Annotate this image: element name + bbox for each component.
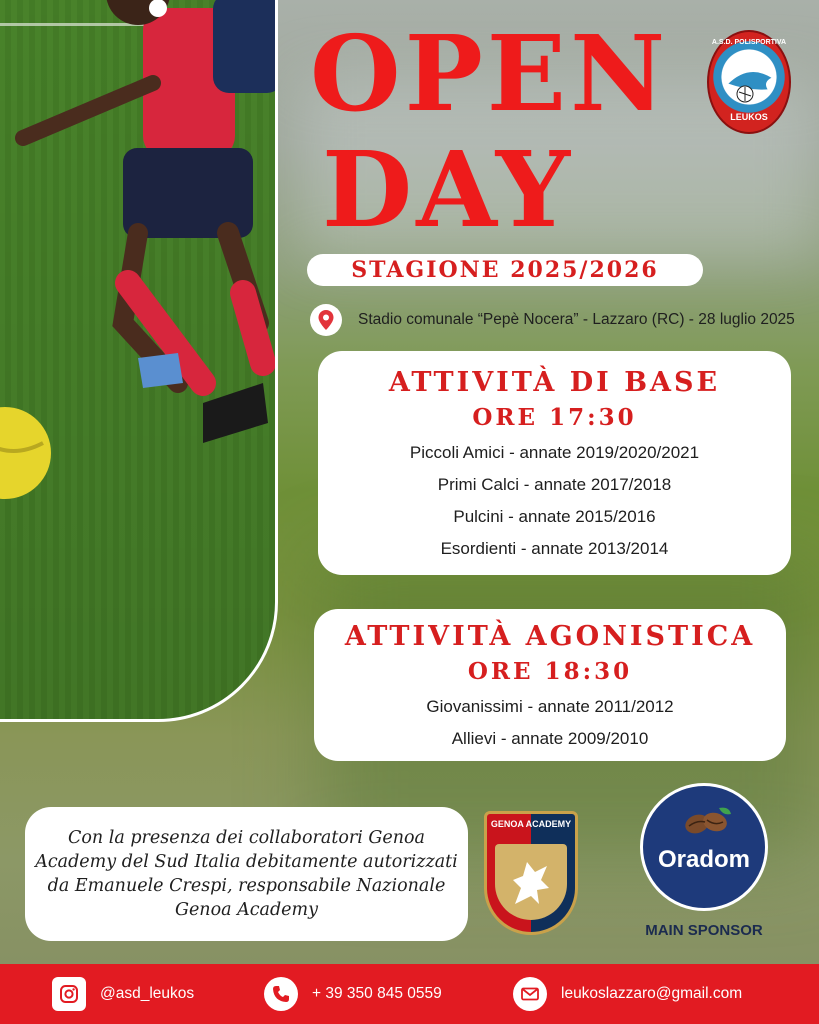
location [310, 303, 795, 337]
phone-contact[interactable] [264, 976, 442, 1012]
title-day: DAY [322, 128, 574, 251]
collaboration-note [25, 807, 468, 941]
logo-bottom-text: LEUKOS [730, 112, 768, 122]
main-sponsor-label: MAIN SPONSOR [645, 922, 763, 939]
base-list [318, 437, 791, 565]
phone-number[interactable]: + 39 350 845 0559 [312, 985, 442, 1002]
agonistica-heading: ATTIVITÀ AGONISTICA [344, 621, 756, 652]
genoa-academy-logo [484, 811, 578, 935]
list-item: Pulcini - annate 2015/2016 [453, 507, 656, 526]
list-item: Allievi - annate 2009/2010 [451, 729, 649, 748]
genoa-logo-text: GENOA ACADEMY [490, 819, 572, 829]
list-item: Esordienti - annate 2013/2014 [440, 539, 669, 558]
contact-footer [0, 964, 819, 1024]
location-text: Stadio comunale “Pepè Nocera” - Lazzaro (RC) - 28 luglio 2025 [358, 311, 795, 328]
agonistica-time: ORE 18:30 [467, 658, 633, 685]
griffin-icon [505, 854, 557, 910]
base-time: ORE 17:30 [472, 404, 637, 431]
email-contact[interactable] [513, 976, 742, 1012]
agonistica-list [314, 691, 786, 755]
instagram-handle[interactable]: @asd_leukos [100, 985, 195, 1002]
club-logo [707, 30, 791, 134]
coffee-beans-icon [679, 804, 733, 838]
oradom-logo [640, 783, 768, 911]
phone-icon [264, 977, 298, 1011]
email-icon [513, 977, 547, 1011]
logo-top-text: A.S.D. POLISPORTIVA [711, 39, 787, 46]
season-banner: STAGIONE 2025/2026 [307, 254, 703, 286]
email-address[interactable]: leukoslazzaro@gmail.com [561, 985, 743, 1002]
instagram-icon [52, 977, 86, 1011]
base-heading: ATTIVITÀ DI BASE [388, 367, 721, 398]
list-item: Giovanissimi - annate 2011/2012 [426, 697, 674, 716]
list-item: Piccoli Amici - annate 2019/2020/2021 [409, 443, 700, 462]
map-pin-icon [310, 304, 342, 336]
list-item: Primi Calci - annate 2017/2018 [437, 475, 672, 494]
agonistica-card [314, 609, 786, 761]
players-illustration [0, 0, 275, 719]
players-photo [0, 0, 278, 722]
collaboration-text: Con la presenza dei collaboratori Genoa Academy del Sud Italia debitamente autorizzati da Emanuele Crespi, responsabile Nazionale Genoa Academy [35, 828, 458, 920]
sponsor-name: Oradom [657, 846, 750, 873]
base-activities-card [318, 351, 791, 575]
title-open: OPEN [310, 12, 670, 135]
instagram-contact[interactable] [52, 976, 194, 1012]
